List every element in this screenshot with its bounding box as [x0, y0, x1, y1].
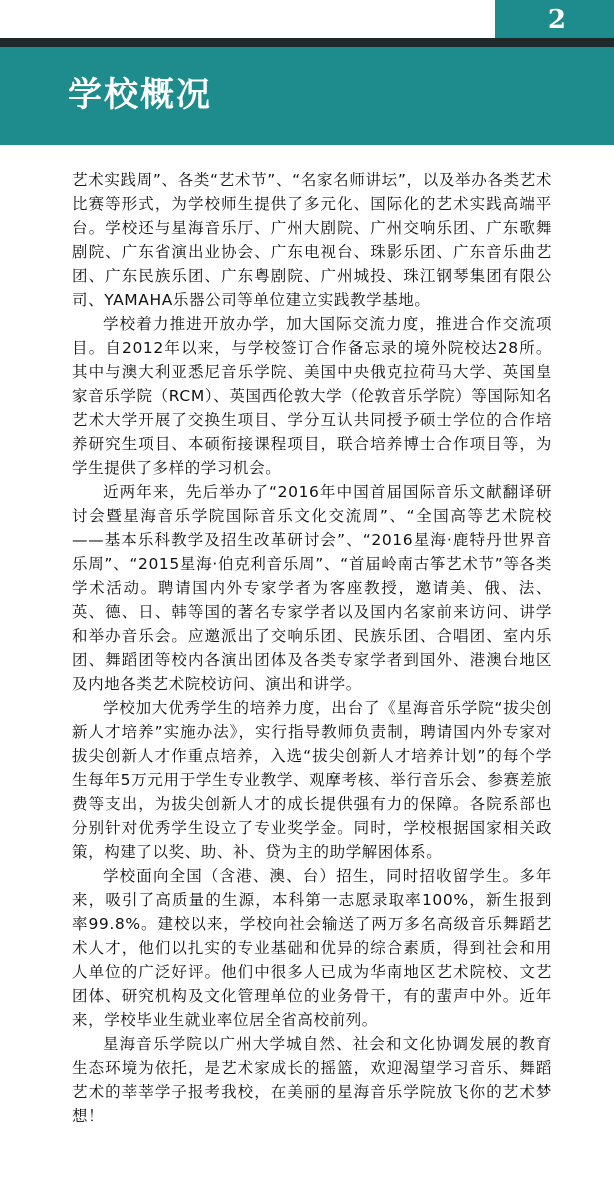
paragraph: 近两年来，先后举办了“2016年中国首届国际音乐文献翻译研讨会暨星海音乐学院国际音乐文化交流周”、“全国高等艺术院校——基本乐科教学及招生改革研讨会”、“2016星海·鹿特丹世界音乐周”、“2015星海·伯克利音乐周”、“首届岭南古筝艺术节”等各类学术活动。聘请国内外专家学者为客座教授，邀请美、俄、法、英、德、日、韩等国的著名专家学者以及国内名家前来访问、讲学和举办音乐会。应邀派出了交响乐团、民族乐团、合唱团、室内乐团、舞蹈团等校内各演出团体及各类专家学者到国外、港澳台地区及内地各类艺术院校访问、演出和讲学。 — [72, 483, 552, 693]
body-text — [72, 168, 552, 1128]
paragraph: 艺术实践周”、各类“艺术节”、“名家名师讲坛”，以及举办各类艺术比赛等形式，为学校师生提供了多元化、国际化的艺术实践高端平台。学校还与星海音乐厅、广州大剧院、广州交响乐团、广东歌舞剧院、广东省演出业协会、广东电视台、珠影乐团、广东音乐曲艺团、广东民族乐团、广东粤剧院、广州城投、珠江钢琴集团有限公司、YAMAHA乐器公司等单位建立实践教学基地。 — [72, 171, 552, 309]
page-number: 2 — [547, 5, 566, 35]
page-title: 学校概况 — [68, 75, 212, 115]
header-stripe — [0, 38, 614, 47]
paragraph: 星海音乐学院以广州大学城自然、社会和文化协调发展的教育生态环境为依托，是艺术家成长的摇篮，欢迎渴望学习音乐、舞蹈艺术的莘莘学子报考我校，在美丽的星海音乐学院放飞你的艺术梦想！ — [72, 1035, 552, 1125]
paragraph: 学校着力推进开放办学，加大国际交流力度，推进合作交流项目。自2012年以来，与学校签订合作备忘录的境外院校达28所。其中与澳大利亚悉尼音乐学院、美国中央俄克拉荷马大学、英国皇家音乐学院（RCM）、英国西伦敦大学（伦敦音乐学院）等国际知名艺术大学开展了交换生项目、学分互认共同授予硕士学位的合作培养研究生项目、本硕衔接课程项目，联合培养博士合作项目等，为学生提供了多样的学习机会。 — [72, 315, 552, 477]
paragraph: 学校加大优秀学生的培养力度，出台了《星海音乐学院“拔尖创新人才培养”实施办法》，实行指导教师负责制，聘请国内外专家对拔尖创新人才作重点培养，入选“拔尖创新人才培养计划”的每个学生每年5万元用于学生专业教学、观摩考核、举行音乐会、参赛差旅费等支出，为拔尖创新人才的成长提供强有力的保障。各院系部也分别针对优秀学生设立了专业奖学金。同时，学校根据国家相关政策，构建了以奖、助、补、贷为主的助学解困体系。 — [72, 699, 552, 861]
page-number-tab — [495, 0, 614, 40]
paragraph: 学校面向全国（含港、澳、台）招生，同时招收留学生。多年来，吸引了高质量的生源，本科第一志愿录取率100%，新生报到率99.8%。建校以来，学校向社会输送了两万多名高级音乐舞蹈艺术人才，他们以扎实的专业基础和优异的综合素质，得到社会和用人单位的广泛好评。他们中很多人已成为华南地区艺术院校、文艺团体、研究机构及文化管理单位的业务骨干，有的蜚声中外。近年来，学校毕业生就业率位居全省高校前列。 — [72, 867, 552, 1029]
